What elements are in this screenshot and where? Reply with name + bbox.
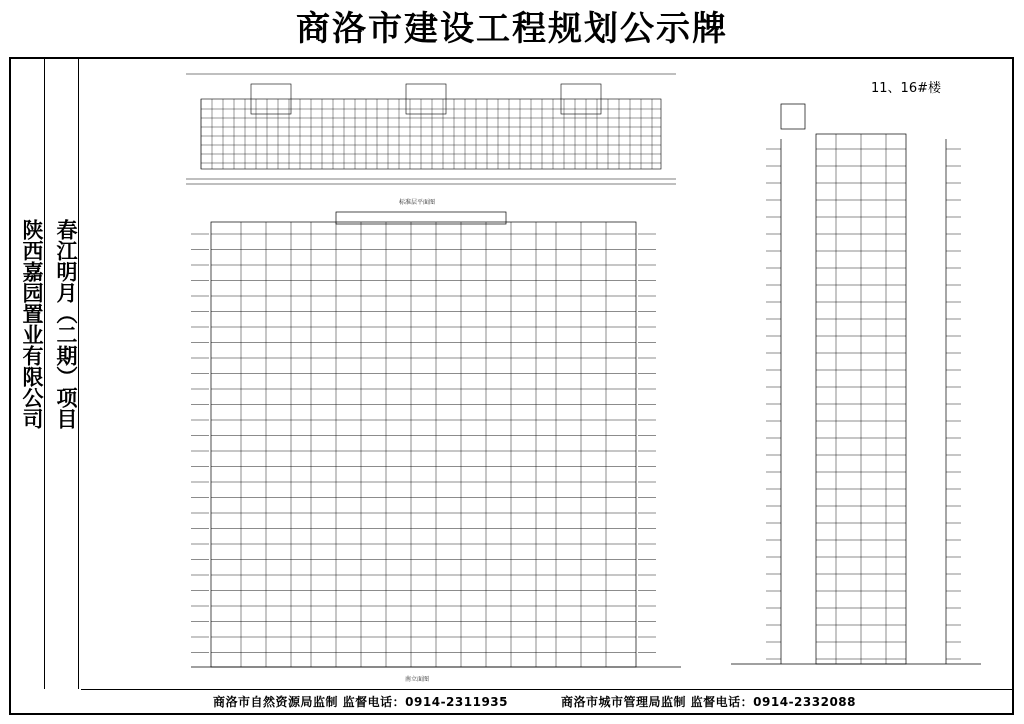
footer-right-text: 商洛市城市管理局监制 监督电话：0914-2332088 [561, 695, 857, 709]
footer-left-text: 商洛市自然资源局监制 监督电话：0914-2311935 [213, 695, 509, 709]
project-name: 春江明月（二期）项目 [54, 219, 78, 429]
floor-plan-drawing [176, 69, 686, 189]
supervision-footer [81, 689, 1012, 713]
company-column [11, 59, 45, 689]
drawings-area [81, 59, 1012, 689]
elevation-caption: 南立面图 [405, 676, 430, 683]
company-name: 陕西嘉园置业有限公司 [20, 219, 44, 429]
section-drawing [721, 99, 991, 679]
notice-board-frame [9, 57, 1014, 715]
south-elevation-drawing [161, 207, 701, 677]
project-column [45, 59, 79, 689]
building-label: 11、16#楼 [871, 81, 941, 96]
plan-caption: 标准层平面图 [399, 199, 436, 206]
page-title: 商洛市建设工程规划公示牌 [296, 9, 728, 49]
